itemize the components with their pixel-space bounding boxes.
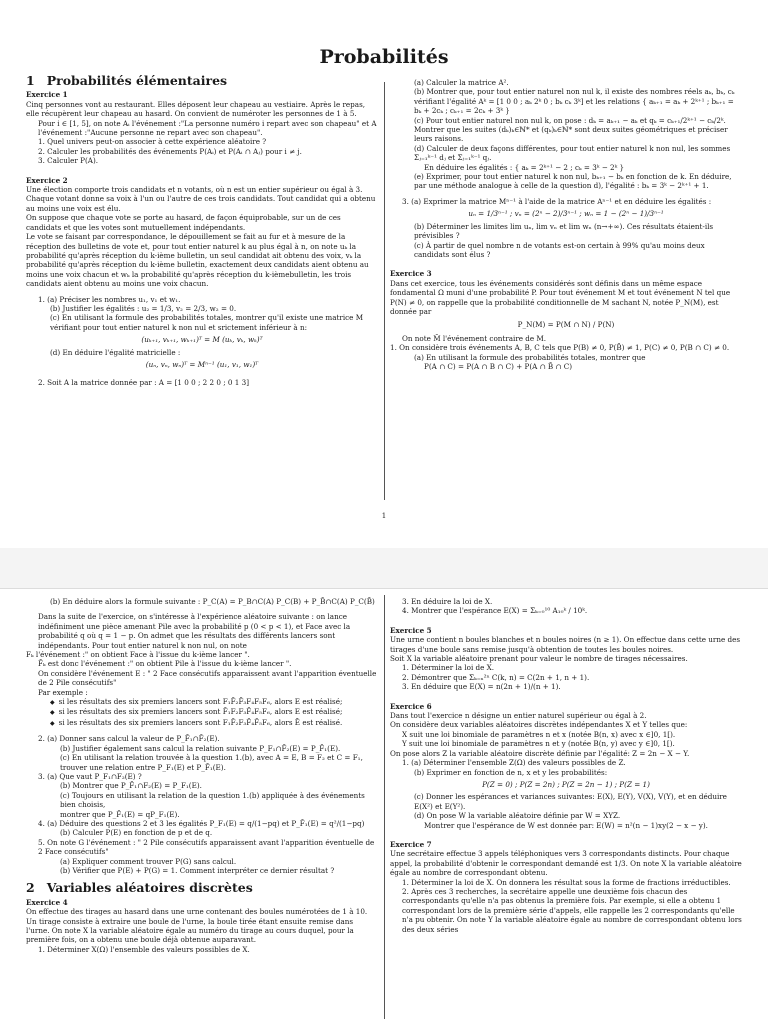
- section-heading-2: 2 Variables aléatoires discrètes: [26, 880, 253, 896]
- ex2-q3a: 3. (a) Exprimer la matrice Mⁿ⁻¹ à l'aide de la matrice Aⁿ⁻¹ et en déduire les égalités :: [402, 196, 712, 206]
- ex6-q1d: (d) On pose W la variable aléatoire définie par W = XYZ.: [414, 811, 621, 821]
- ex3-q4a: 4. (a) Déduire des questions 2 et 3 les égalités P_F₁(E) = q/(1−pq) et P_F̄₁(E) = q²/(1−pq): [38, 818, 365, 828]
- ex2-q2: 2. Soit A la matrice donnée par : A = [1 0 0 ; 2 2 0 ; 0 1 3]: [38, 378, 250, 388]
- ex2-q2e: (e) Exprimer, pour tout entier naturel k non nul, bₖ₊₁ − bₖ en fonction de k. En déduire, par une méthode analogue à celle de la question d), l'égalité : bₖ = 3ᵏ − 2ᵏ⁺¹ + 1.: [414, 172, 732, 191]
- ex2-eq1d: (uₙ, vₙ, wₙ)ᵀ = Mⁿ⁻¹ (u₁, v₁, w₁)ᵀ: [145, 359, 259, 369]
- ex6-q1d2: Montrer que l'espérance de W est donnée par: E(W) = n²(n − 1)xy(2 − x − y).: [424, 820, 708, 830]
- ex3-p8: Par exemple :: [38, 687, 88, 697]
- ex3-q4b: (b) Calculer P(E) en fonction de p et de q.: [60, 828, 213, 838]
- ex2-q2c: (c) Pour tout entier naturel non nul k, on pose : dₖ = aₖ₊₁ − aₖ et qₖ = cₖ₊₁/2ᵏ⁺¹ − cₖ/2ᵏ. Montrer que les suites (dₖ)ₖ∈ℕ* et (qₖ)ₖ∈ℕ* sont deux suites géométriques et préciser leurs raisons.: [414, 115, 728, 144]
- ex5-p2: Soit X la variable aléatoire prenant pour valeur le nombre de tirages nécessaires.: [390, 654, 688, 664]
- ex2-q2d: (d) Calculer de deux façons différentes, pour tout entier naturel k non nul, les sommes Σⱼ₌₁ᵏ⁻¹ dⱼ et Σⱼ₌₁ᵏ⁻¹ qⱼ.: [414, 143, 731, 163]
- ex4-q4: 4. Montrer que l'espérance E(X) = Σₖ₌₀¹⁰ A₁₀ᵏ / 10ᵏ.: [402, 606, 588, 616]
- right-column: [390, 78, 742, 371]
- ex6-q1c: (c) Donner les espérances et variances suivantes: E(X), E(Y), V(X), V(Y), et en déduire E(X²) et E(Y²).: [414, 792, 727, 811]
- ex1-text2: Pour i ∈ [1, 5], on note Aᵢ l'événement :"La personne numéro i repart avec son chapeau" et A l'événement :"Aucune personne ne repart avec son chapeau".: [38, 118, 377, 138]
- ex3-p6: F̄ₖ est donc l'événement :" on obtient Pile à l'issue du k-ième lancer ".: [38, 659, 292, 669]
- ex3-p1: Dans cet exercice, tous les événements considérés sont définis dans un même espace fondamental Ω muni d'une probabilité P. Pour tout événement M et tout événement N tel que P(N) ≠ 0, on rappelle que la probabilité conditionnelle de M sachant N, notée P_N(M), est donnée par: [390, 278, 731, 316]
- ex3-p3: 1. On considère trois événements A, B, C tels que P(B) ≠ 0, P(B̄) ≠ 1, P(C) ≠ 0, P(B ∩ C) ≠ 0.: [390, 343, 730, 353]
- exercise-1-label: Exercice 1: [26, 90, 68, 100]
- ex2-q2a: (a) Calculer la matrice A².: [414, 78, 509, 87]
- ex6-p5: On pose alors Z la variable aléatoire discrète définie par l'égalité: Z = 2n − X − Y.: [390, 748, 690, 758]
- ex1-q3: 3. Calculer P(A).: [38, 156, 99, 166]
- ex3-q5: 5. On note G l'événement : " 2 Pile consécutifs apparaissent avant l'apparition éventuelle de 2 Face consécutifs": [38, 837, 375, 857]
- page-2: [0, 588, 768, 1025]
- ex1-q1: 1. Quel univers peut-on associer à cette expérience aléatoire ?: [38, 137, 267, 147]
- ex2-q3a-eq: uₙ = 1/3ⁿ⁻¹ ; vₙ = (2ⁿ − 2)/3ⁿ⁻¹ ; wₙ = 1 − (2ⁿ − 1)/3ⁿ⁻¹: [468, 209, 664, 219]
- column-divider-2: [384, 595, 385, 1019]
- ex7-q1: 1. Déterminer la loi de X. On donnera les résultat sous la forme de fractions irréductibles.: [402, 877, 731, 887]
- ex5-p1: Une urne contient n boules blanches et n boules noires (n ≥ 1). On effectue dans cette urne des tirages d'une boule sans remise jusqu'à obtention de toutes les boules noires.: [390, 635, 741, 654]
- ex2-q2d2: En déduire les égalités : { aₖ = 2ᵏ⁺¹ − 2 ; cₖ = 3ᵏ − 2ᵏ }: [424, 162, 625, 172]
- exercise-6-label: Exercice 6: [390, 701, 432, 711]
- section-heading: 1 Probabilités élémentaires: [26, 73, 228, 88]
- ex3-q3c: (c) Toujours en utilisant la relation de la question 1.(b) appliquée à des événements bien choisis,: [60, 790, 365, 810]
- ex2-eq1c: (uₖ₊₁, vₖ₊₁, wₖ₊₁)ᵀ = M (uₖ, vₖ, wₖ)ᵀ: [141, 335, 263, 345]
- page-title: Probabilités: [319, 46, 449, 68]
- ex2-q2b: (b) Montrer que, pour tout entier naturel non nul k, il existe des nombres réels aₖ, bₖ, cₖ vérifiant l'égalité Aᵏ = [1 0 0 ; aₖ 2ᵏ 0 ; bₖ cₖ 3ᵏ] et les relations { aₖ₊₁ = aₖ + 2ᵏ⁺¹ ; bₖ₊₁ = bₖ + 2cₖ ; cₖ₊₁ = 2cₖ + 3ᵏ }: [414, 87, 735, 116]
- ex3-q1a: (a) En utilisant la formule des probabilités totales, montrer que: [414, 352, 646, 362]
- ex3-p2: On note M̄ l'événement contraire de M.: [402, 333, 547, 343]
- ex6-p3: X suit une loi binomiale de paramètres n et x (notée B(n, x) avec x ∈]0, 1[).: [402, 729, 676, 739]
- ex2-q1b: (b) Justifier les égalités : u₂ = 1/3, v₂ = 2/3, w₂ = 0.: [50, 303, 237, 313]
- ex3-q3a: 3. (a) Que vaut P_F₁∩F₂(E) ?: [38, 771, 142, 781]
- ex3-q1b: (b) En déduire alors la formule suivante : P_C(A) = P_B∩C(A) P_C(B) + P_B̄∩C(A) P_C(B̄): [50, 597, 375, 606]
- ex3-q1a-eq: P(A ∩ C) = P(A ∩ B ∩ C) + P(A ∩ B̄ ∩ C): [424, 361, 573, 371]
- ex3-bullet-1: ◆ si les résultats des six premiers lancers sont F₁F̄₂F̄₃F₄F₅F₆, alors E est réalisé;: [26, 697, 378, 707]
- ex7-p1: Une secrétaire effectue 3 appels téléphoniques vers 3 correspondants distincts. Pour chaque appel, la probabilité d'obtenir le correspondant demandé est 1/3. On note X la variable aléatoire égale au nombre de correspondant obtenu.: [390, 849, 742, 878]
- ex6-q1a: 1. (a) Déterminer l'ensemble Z(Ω) des valeurs possibles de Z.: [402, 758, 626, 768]
- ex3-bullet-2: ◆ si les résultats des six premiers lancers sont F̄₁F₂F₃F̄₄F₅F₆, alors E est réalisé;: [26, 707, 378, 717]
- ex6-p2: On considère deux variables aléatoires discrètes indépendantes X et Y telles que:: [390, 720, 688, 730]
- ex3-eq: P_N(M) = P(M ∩ N) / P(N): [517, 320, 615, 330]
- ex6-q1b-eq: P(Z = 0) ; P(Z = 2n) ; P(Z = 2n − 1) ; P(Z = 1): [482, 779, 650, 789]
- ex5-q2: 2. Démontrer que Σₖ₌ₙ²ⁿ C(k, n) = C(2n + 1, n + 1).: [402, 672, 590, 682]
- ex2-p1: Une élection comporte trois candidats et n votants, où n est un entier supérieur ou égal à 3. Chaque votant donne sa voix à l'un ou l'autre de ces trois candidats. Tout candidat qui a obtenu au moins une voix est élu.: [26, 185, 376, 213]
- ex3-q3b: (b) Montrer que P_F̄₁∩F₂(E) = P_F₁(E).: [60, 781, 202, 791]
- ex3-p4: Dans la suite de l'exercice, on s'intéresse à l'expérience aléatoire suivante : on lance indéfiniment une pièce amenant Pile avec la probabilité p (0 < p < 1), et Face avec la probabilité q où q = 1 − p. On admet que les résultats des différents lancers sont indépendants. Pour tout entier naturel k non nul, on note: [38, 612, 351, 650]
- exercise-2-label: Exercice 2: [26, 175, 68, 185]
- ex2-q3b: (b) Déterminer les limites lim uₙ, lim vₙ et lim wₙ (n→+∞). Ces résultats étaient-ils prévisibles ?: [414, 221, 714, 241]
- ex4-q1: 1. Déterminer X(Ω) l'ensemble des valeurs possibles de X.: [38, 944, 250, 954]
- ex2-q1c: (c) En utilisant la formule des probabilités totales, montrer qu'il existe une matrice M vérifiant pour tout entier naturel k non nul et srictement inférieur à n:: [50, 313, 364, 332]
- ex7-q2: 2. Après ces 3 recherches, la secrétaire appelle une deuxième fois chacun des correspondants qu'elle n'a pas obtenus la première fois. Par exemple, si elle a obtenu 1 correspondant lors de la première série d'appels, elle rappelle les 2 correspondants qu'elle n'a pu obtenir. On note Y la variable aléatoire égale au nombre de correspondant obtenu lors des deux séries: [402, 886, 742, 934]
- ex6-p1: Dans tout l'exercice n désigne un entier naturel supérieur ou égal à 2.: [390, 711, 647, 721]
- ex3-q2a: 2. (a) Donner sans calcul la valeur de P_F̄₁∩F̄₂(E).: [38, 734, 220, 744]
- ex3-q5a: (a) Expliquer comment trouver P(G) sans calcul.: [60, 856, 237, 866]
- right-column-2: [390, 597, 742, 934]
- ex5-q3: 3. En déduire que E(X) = n(2n + 1)/(n + 1).: [402, 682, 561, 692]
- ex3-q3c2: montrer que P_F̄₁(E) = qP_F₁(E).: [60, 809, 180, 819]
- ex3-q5b: (b) Vérifier que P(E) + P(G) = 1. Comment interpréter ce dernier résultat ?: [60, 865, 335, 875]
- exercise-5-label: Exercice 5: [390, 625, 432, 635]
- ex1-text: Cinq personnes vont au restaurant. Elles déposent leur chapeau au vestiaire. Après le repas, elle récupèrent leur chapeau au hasard. On convient de numéroter les personnes de 1 à 5.: [26, 99, 366, 119]
- ex3-p7: On considère l'événement E : " 2 Face consécutifs apparaissent avant l'apparition éventuelle de 2 Pile consécutifs": [38, 668, 377, 688]
- left-column: [26, 74, 378, 388]
- ex4-q3: 3. En déduire la loi de X.: [402, 597, 493, 606]
- ex2-p2: On suppose que chaque vote se porte au hasard, de façon équiprobable, sur un de ces candidats et que les votes sont mutuellement indépendants.: [26, 213, 341, 232]
- ex3-p5: Fₖ l'événement :" on obtient Face à l'issue du k-ième lancer ".: [26, 650, 250, 660]
- ex4-p1: On effectue des tirages au hasard dans une urne contenant des boules numérotées de 1 à 10. Un tirage consiste à extraire une boule de l'urne, la boule tirée étant ensuite remise dans l'urne. On note X la variable aléatoire égale au numéro du tirage au cours duquel, pour la première fois, on a obtenu une boule déjà obtenue auparavant.: [26, 907, 368, 945]
- ex1-q2: 2. Calculer les probabilités des événements P(Aᵢ) et P(Aᵢ ∩ Aⱼ) pour i ≠ j.: [38, 146, 302, 156]
- ex5-q1: 1. Déterminer la loi de X.: [402, 663, 495, 673]
- exercise-7-label: Exercice 7: [390, 839, 432, 849]
- ex2-q3c: (c) À partir de quel nombre n de votants est-on certain à 99% qu'au moins deux candidats sont élus ?: [414, 240, 705, 259]
- column-divider: [384, 82, 385, 500]
- ex2-p3: Le vote se faisant par correspondance, le dépouillement se fait au fur et à mesure de la réception des bulletins de vote et, pour tout entier naturel k au plus égal à n, on note uₖ la probabilité qu'après réception du k-ième bulletin, un seul candidat ait obtenu des voix, vₖ la probabilité qu'après réception du k-ième bulletin, exactement deux candidats aient obtenu au moins une voix chacun et wₖ la probabilité qu'après réception du k-ièmebulletin, les trois candidats aient obtenu au moins une voix chacun.: [26, 232, 369, 289]
- exercise-3-label: Exercice 3: [390, 269, 432, 279]
- page-gap: [0, 548, 768, 588]
- exercise-4-label: Exercice 4: [26, 897, 68, 907]
- ex3-bullet-3: ◆ si les résultats des six premiers lancers sont F₁F̄₂F₃F̄₄F̄₅F₆, alors Ē est réalisé.: [26, 718, 378, 728]
- ex3-q2c: (c) En utilisant la relation trouvée à la question 1.(b), avec A = E, B = F₂ et C = F₁, trouver une relation entre P_F₁(E) et P_F̄₁(E).: [60, 753, 363, 772]
- ex2-q1a: 1. (a) Préciser les nombres u₁, v₁ et w₁.: [38, 294, 181, 304]
- page-number: 1: [381, 512, 387, 520]
- ex3-q2b: (b) Justifier également sans calcul la relation suivante P_F₁∩F̄₂(E) = P_F̄₁(E).: [60, 743, 341, 753]
- ex6-q1b: (b) Exprimer en fonction de n, x et y les probabilités:: [414, 767, 608, 777]
- left-column-2: [26, 597, 378, 954]
- ex6-p4: Y suit une loi binomiale de paramètres n et y (notée B(n, y) avec y ∈]0, 1[).: [402, 739, 675, 749]
- ex2-q1d: (d) En déduire l'égalité matricielle :: [50, 347, 181, 357]
